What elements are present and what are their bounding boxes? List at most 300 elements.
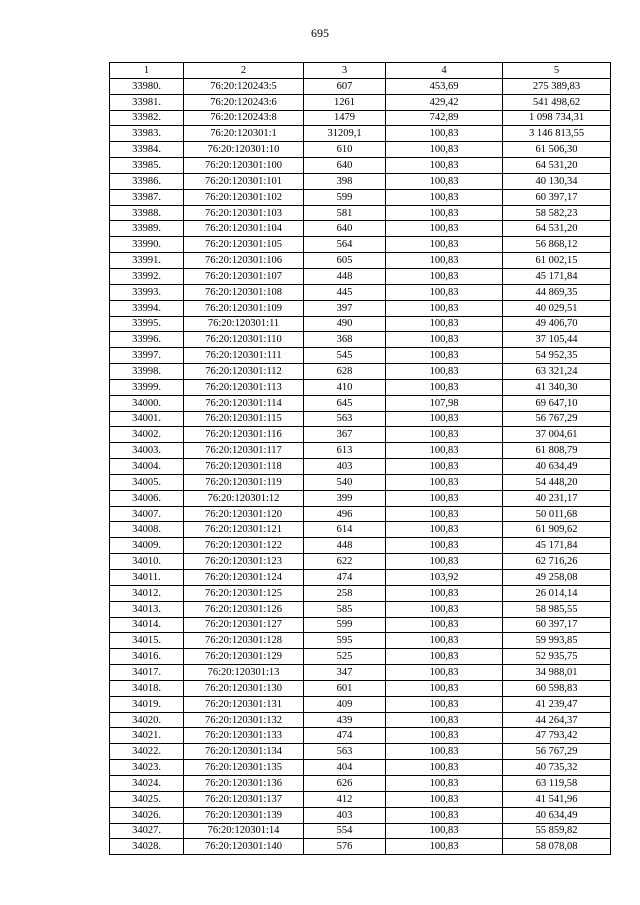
value-cell: 58 985,55 (503, 601, 611, 617)
table-row (110, 189, 611, 205)
table-row (110, 807, 611, 823)
area-cell: 403 (304, 807, 386, 823)
cadastral-number-cell: 76:20:120301:105 (184, 237, 304, 253)
value-cell: 56 868,12 (503, 237, 611, 253)
area-cell: 599 (304, 189, 386, 205)
row-number-cell: 33990. (110, 237, 184, 253)
area-cell: 622 (304, 554, 386, 570)
table-row (110, 443, 611, 459)
cadastral-number-cell: 76:20:120301:137 (184, 791, 304, 807)
value-cell: 40 735,32 (503, 760, 611, 776)
cadastral-number-cell: 76:20:120301:125 (184, 585, 304, 601)
table-row (110, 459, 611, 475)
table-row (110, 348, 611, 364)
row-number-cell: 33987. (110, 189, 184, 205)
value-cell: 55 859,82 (503, 823, 611, 839)
rate-cell: 100,83 (386, 601, 503, 617)
row-number-cell: 34018. (110, 680, 184, 696)
cadastral-number-cell: 76:20:120301:132 (184, 712, 304, 728)
value-cell: 26 014,14 (503, 585, 611, 601)
cadastral-number-cell: 76:20:120301:102 (184, 189, 304, 205)
row-number-cell: 34001. (110, 411, 184, 427)
area-cell: 645 (304, 395, 386, 411)
rate-cell: 100,83 (386, 633, 503, 649)
area-cell: 404 (304, 760, 386, 776)
value-cell: 60 397,17 (503, 617, 611, 633)
rate-cell: 100,83 (386, 348, 503, 364)
rate-cell: 100,83 (386, 142, 503, 158)
rate-cell: 100,83 (386, 696, 503, 712)
value-cell: 34 988,01 (503, 665, 611, 681)
table-row (110, 649, 611, 665)
area-cell: 525 (304, 649, 386, 665)
row-number-cell: 34022. (110, 744, 184, 760)
value-cell: 69 647,10 (503, 395, 611, 411)
table-row (110, 601, 611, 617)
row-number-cell: 34000. (110, 395, 184, 411)
value-cell: 56 767,29 (503, 744, 611, 760)
row-number-cell: 33999. (110, 379, 184, 395)
row-number-cell: 34002. (110, 427, 184, 443)
value-cell: 61 909,62 (503, 522, 611, 538)
rate-cell: 100,83 (386, 205, 503, 221)
row-number-cell: 34015. (110, 633, 184, 649)
cadastral-number-cell: 76:20:120301:113 (184, 379, 304, 395)
table-row (110, 554, 611, 570)
area-cell: 398 (304, 173, 386, 189)
row-number-cell: 34025. (110, 791, 184, 807)
area-cell: 258 (304, 585, 386, 601)
row-number-cell: 34007. (110, 506, 184, 522)
value-cell: 275 389,83 (503, 78, 611, 94)
row-number-cell: 34017. (110, 665, 184, 681)
rate-cell: 100,83 (386, 364, 503, 380)
rate-cell: 742,89 (386, 110, 503, 126)
value-cell: 40 231,17 (503, 490, 611, 506)
rate-cell: 100,83 (386, 316, 503, 332)
cadastral-number-cell: 76:20:120301:115 (184, 411, 304, 427)
cadastral-number-cell: 76:20:120301:119 (184, 474, 304, 490)
value-cell: 58 582,23 (503, 205, 611, 221)
area-cell: 613 (304, 443, 386, 459)
rate-cell: 103,92 (386, 570, 503, 586)
table-row (110, 173, 611, 189)
rate-cell: 100,83 (386, 379, 503, 395)
rate-cell: 100,83 (386, 126, 503, 142)
cadastral-number-cell: 76:20:120301:139 (184, 807, 304, 823)
rate-cell: 100,83 (386, 253, 503, 269)
value-cell: 40 029,51 (503, 300, 611, 316)
row-number-cell: 33993. (110, 284, 184, 300)
table-body (110, 78, 611, 854)
rate-cell: 100,83 (386, 221, 503, 237)
row-number-cell: 33981. (110, 94, 184, 110)
table-row (110, 205, 611, 221)
rate-cell: 100,83 (386, 680, 503, 696)
value-cell: 41 340,30 (503, 379, 611, 395)
row-number-cell: 33984. (110, 142, 184, 158)
rate-cell: 100,83 (386, 538, 503, 554)
value-cell: 49 258,08 (503, 570, 611, 586)
rate-cell: 100,83 (386, 332, 503, 348)
rate-cell: 453,69 (386, 78, 503, 94)
value-cell: 50 011,68 (503, 506, 611, 522)
area-cell: 1261 (304, 94, 386, 110)
rate-cell: 100,83 (386, 807, 503, 823)
cadastral-number-cell: 76:20:120243:8 (184, 110, 304, 126)
cadastral-number-cell: 76:20:120301:123 (184, 554, 304, 570)
row-number-cell: 33988. (110, 205, 184, 221)
area-cell: 496 (304, 506, 386, 522)
row-number-cell: 33980. (110, 78, 184, 94)
value-cell: 52 935,75 (503, 649, 611, 665)
table-row (110, 237, 611, 253)
cadastral-number-cell: 76:20:120301:1 (184, 126, 304, 142)
cadastral-number-cell: 76:20:120301:110 (184, 332, 304, 348)
value-cell: 58 078,08 (503, 839, 611, 855)
cadastral-number-cell: 76:20:120301:128 (184, 633, 304, 649)
area-cell: 347 (304, 665, 386, 681)
row-number-cell: 33992. (110, 268, 184, 284)
area-cell: 403 (304, 459, 386, 475)
row-number-cell: 34014. (110, 617, 184, 633)
rate-cell: 100,83 (386, 427, 503, 443)
rate-cell: 100,83 (386, 158, 503, 174)
cadastral-number-cell: 76:20:120301:122 (184, 538, 304, 554)
cadastral-number-cell: 76:20:120301:106 (184, 253, 304, 269)
row-number-cell: 34011. (110, 570, 184, 586)
row-number-cell: 34004. (110, 459, 184, 475)
row-number-cell: 34026. (110, 807, 184, 823)
table-row (110, 633, 611, 649)
rate-cell: 100,83 (386, 554, 503, 570)
value-cell: 41 541,96 (503, 791, 611, 807)
table-row (110, 474, 611, 490)
row-number-cell: 33994. (110, 300, 184, 316)
cadastral-number-cell: 76:20:120301:127 (184, 617, 304, 633)
table-row (110, 94, 611, 110)
area-cell: 445 (304, 284, 386, 300)
table-row (110, 744, 611, 760)
table-row (110, 506, 611, 522)
rate-cell: 100,83 (386, 823, 503, 839)
cadastral-number-cell: 76:20:120301:134 (184, 744, 304, 760)
area-cell: 439 (304, 712, 386, 728)
area-cell: 554 (304, 823, 386, 839)
table-row (110, 791, 611, 807)
value-cell: 61 808,79 (503, 443, 611, 459)
cadastral-number-cell: 76:20:120301:11 (184, 316, 304, 332)
rate-cell: 100,83 (386, 839, 503, 855)
table-row (110, 775, 611, 791)
area-cell: 399 (304, 490, 386, 506)
value-cell: 37 004,61 (503, 427, 611, 443)
cadastral-number-cell: 76:20:120301:109 (184, 300, 304, 316)
rate-cell: 100,83 (386, 760, 503, 776)
column-header-1: 1 (110, 63, 184, 79)
value-cell: 64 531,20 (503, 158, 611, 174)
area-cell: 563 (304, 744, 386, 760)
cadastral-number-cell: 76:20:120301:101 (184, 173, 304, 189)
cadastral-number-cell: 76:20:120301:129 (184, 649, 304, 665)
area-cell: 397 (304, 300, 386, 316)
table-row (110, 253, 611, 269)
table-row (110, 379, 611, 395)
cadastral-number-cell: 76:20:120301:10 (184, 142, 304, 158)
table-row (110, 158, 611, 174)
data-table (109, 62, 611, 855)
value-cell: 54 448,20 (503, 474, 611, 490)
value-cell: 44 264,37 (503, 712, 611, 728)
row-number-cell: 33998. (110, 364, 184, 380)
cadastral-number-cell: 76:20:120301:120 (184, 506, 304, 522)
cadastral-number-cell: 76:20:120243:6 (184, 94, 304, 110)
area-cell: 614 (304, 522, 386, 538)
cadastral-number-cell: 76:20:120301:14 (184, 823, 304, 839)
value-cell: 40 634,49 (503, 807, 611, 823)
area-cell: 448 (304, 538, 386, 554)
table-row (110, 760, 611, 776)
row-number-cell: 33982. (110, 110, 184, 126)
cadastral-number-cell: 76:20:120301:117 (184, 443, 304, 459)
rate-cell: 100,83 (386, 300, 503, 316)
area-cell: 368 (304, 332, 386, 348)
area-cell: 367 (304, 427, 386, 443)
column-header-3: 3 (304, 63, 386, 79)
rate-cell: 100,83 (386, 173, 503, 189)
table-row (110, 617, 611, 633)
value-cell: 63 321,24 (503, 364, 611, 380)
area-cell: 412 (304, 791, 386, 807)
rate-cell: 100,83 (386, 506, 503, 522)
value-cell: 1 098 734,31 (503, 110, 611, 126)
area-cell: 640 (304, 221, 386, 237)
row-number-cell: 34016. (110, 649, 184, 665)
column-header-2: 2 (184, 63, 304, 79)
row-number-cell: 34019. (110, 696, 184, 712)
table-row (110, 839, 611, 855)
area-cell: 640 (304, 158, 386, 174)
table-row (110, 364, 611, 380)
row-number-cell: 33986. (110, 173, 184, 189)
table-row (110, 728, 611, 744)
area-cell: 576 (304, 839, 386, 855)
area-cell: 628 (304, 364, 386, 380)
value-cell: 62 716,26 (503, 554, 611, 570)
value-cell: 59 993,85 (503, 633, 611, 649)
row-number-cell: 34021. (110, 728, 184, 744)
page-number: 695 (311, 26, 329, 40)
rate-cell: 100,83 (386, 649, 503, 665)
rate-cell: 100,83 (386, 728, 503, 744)
rate-cell: 100,83 (386, 189, 503, 205)
area-cell: 474 (304, 728, 386, 744)
table-row (110, 522, 611, 538)
cadastral-number-cell: 76:20:120301:103 (184, 205, 304, 221)
rate-cell: 100,83 (386, 585, 503, 601)
cadastral-number-cell: 76:20:120301:116 (184, 427, 304, 443)
row-number-cell: 33997. (110, 348, 184, 364)
area-cell: 564 (304, 237, 386, 253)
rate-cell: 100,83 (386, 411, 503, 427)
column-header-4: 4 (386, 63, 503, 79)
area-cell: 490 (304, 316, 386, 332)
rate-cell: 100,83 (386, 617, 503, 633)
area-cell: 31209,1 (304, 126, 386, 142)
cadastral-number-cell: 76:20:120301:108 (184, 284, 304, 300)
table-row (110, 78, 611, 94)
area-cell: 540 (304, 474, 386, 490)
rate-cell: 100,83 (386, 237, 503, 253)
cadastral-number-cell: 76:20:120301:130 (184, 680, 304, 696)
area-cell: 595 (304, 633, 386, 649)
cadastral-number-cell: 76:20:120301:104 (184, 221, 304, 237)
area-cell: 563 (304, 411, 386, 427)
value-cell: 63 119,58 (503, 775, 611, 791)
row-number-cell: 34005. (110, 474, 184, 490)
value-cell: 45 171,84 (503, 268, 611, 284)
table-row (110, 221, 611, 237)
area-cell: 581 (304, 205, 386, 221)
value-cell: 61 506,30 (503, 142, 611, 158)
area-cell: 545 (304, 348, 386, 364)
table-row (110, 823, 611, 839)
rate-cell: 100,83 (386, 712, 503, 728)
row-number-cell: 34012. (110, 585, 184, 601)
value-cell: 40 634,49 (503, 459, 611, 475)
cadastral-number-cell: 76:20:120301:107 (184, 268, 304, 284)
row-number-cell: 34008. (110, 522, 184, 538)
value-cell: 56 767,29 (503, 411, 611, 427)
row-number-cell: 34020. (110, 712, 184, 728)
rate-cell: 429,42 (386, 94, 503, 110)
value-cell: 49 406,70 (503, 316, 611, 332)
table-row (110, 316, 611, 332)
rate-cell: 100,83 (386, 744, 503, 760)
table-row (110, 300, 611, 316)
value-cell: 60 598,83 (503, 680, 611, 696)
area-cell: 585 (304, 601, 386, 617)
cadastral-number-cell: 76:20:120301:111 (184, 348, 304, 364)
cadastral-number-cell: 76:20:120301:100 (184, 158, 304, 174)
value-cell: 44 869,35 (503, 284, 611, 300)
row-number-cell: 33991. (110, 253, 184, 269)
cadastral-number-cell: 76:20:120301:133 (184, 728, 304, 744)
area-cell: 605 (304, 253, 386, 269)
row-number-cell: 33983. (110, 126, 184, 142)
cadastral-number-cell: 76:20:120301:140 (184, 839, 304, 855)
table-row (110, 284, 611, 300)
area-cell: 601 (304, 680, 386, 696)
cadastral-number-cell: 76:20:120301:114 (184, 395, 304, 411)
row-number-cell: 33989. (110, 221, 184, 237)
table-row (110, 395, 611, 411)
rate-cell: 107,98 (386, 395, 503, 411)
cadastral-number-cell: 76:20:120301:135 (184, 760, 304, 776)
cadastral-number-cell: 76:20:120301:121 (184, 522, 304, 538)
table-row (110, 126, 611, 142)
area-cell: 610 (304, 142, 386, 158)
row-number-cell: 34013. (110, 601, 184, 617)
area-cell: 448 (304, 268, 386, 284)
area-cell: 626 (304, 775, 386, 791)
table-row (110, 427, 611, 443)
row-number-cell: 34027. (110, 823, 184, 839)
cadastral-number-cell: 76:20:120243:5 (184, 78, 304, 94)
table-row (110, 490, 611, 506)
cadastral-number-cell: 76:20:120301:126 (184, 601, 304, 617)
value-cell: 45 171,84 (503, 538, 611, 554)
rate-cell: 100,83 (386, 665, 503, 681)
cadastral-number-cell: 76:20:120301:112 (184, 364, 304, 380)
value-cell: 64 531,20 (503, 221, 611, 237)
cadastral-number-cell: 76:20:120301:136 (184, 775, 304, 791)
area-cell: 607 (304, 78, 386, 94)
cadastral-number-cell: 76:20:120301:12 (184, 490, 304, 506)
row-number-cell: 33996. (110, 332, 184, 348)
table-row (110, 570, 611, 586)
cadastral-number-cell: 76:20:120301:124 (184, 570, 304, 586)
area-cell: 474 (304, 570, 386, 586)
area-cell: 599 (304, 617, 386, 633)
rate-cell: 100,83 (386, 268, 503, 284)
rate-cell: 100,83 (386, 775, 503, 791)
value-cell: 40 130,34 (503, 173, 611, 189)
row-number-cell: 34023. (110, 760, 184, 776)
value-cell: 37 105,44 (503, 332, 611, 348)
row-number-cell: 33995. (110, 316, 184, 332)
rate-cell: 100,83 (386, 284, 503, 300)
column-header-5: 5 (503, 63, 611, 79)
value-cell: 61 002,15 (503, 253, 611, 269)
cadastral-number-cell: 76:20:120301:131 (184, 696, 304, 712)
cadastral-number-cell: 76:20:120301:118 (184, 459, 304, 475)
row-number-cell: 34028. (110, 839, 184, 855)
table-row (110, 680, 611, 696)
row-number-cell: 34024. (110, 775, 184, 791)
rate-cell: 100,83 (386, 459, 503, 475)
rate-cell: 100,83 (386, 791, 503, 807)
table-row (110, 712, 611, 728)
row-number-cell: 33985. (110, 158, 184, 174)
rate-cell: 100,83 (386, 443, 503, 459)
value-cell: 54 952,35 (503, 348, 611, 364)
cadastral-number-cell: 76:20:120301:13 (184, 665, 304, 681)
table-row (110, 696, 611, 712)
area-cell: 409 (304, 696, 386, 712)
rate-cell: 100,83 (386, 474, 503, 490)
table-row (110, 411, 611, 427)
row-number-cell: 34003. (110, 443, 184, 459)
value-cell: 60 397,17 (503, 189, 611, 205)
row-number-cell: 34010. (110, 554, 184, 570)
table-row (110, 665, 611, 681)
table-row (110, 110, 611, 126)
table-row (110, 332, 611, 348)
value-cell: 541 498,62 (503, 94, 611, 110)
table-header-row (110, 63, 611, 79)
row-number-cell: 34006. (110, 490, 184, 506)
row-number-cell: 34009. (110, 538, 184, 554)
table-row (110, 585, 611, 601)
area-cell: 1479 (304, 110, 386, 126)
table-row (110, 142, 611, 158)
value-cell: 41 239,47 (503, 696, 611, 712)
value-cell: 47 793,42 (503, 728, 611, 744)
value-cell: 3 146 813,55 (503, 126, 611, 142)
table-row (110, 538, 611, 554)
rate-cell: 100,83 (386, 522, 503, 538)
